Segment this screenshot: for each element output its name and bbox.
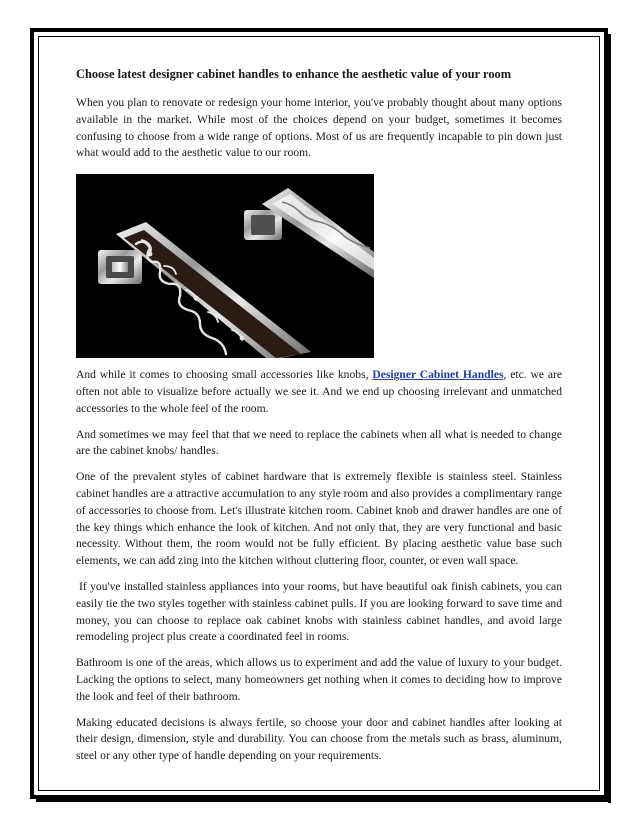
paragraph-text-after-link: , etc. we are often not able to visualize before actually we see it. And we end up choosing irrelevant and unmatched accessories to the whole feel of the room. <box>76 368 562 415</box>
article-title: Choose latest designer cabinet handles to enhance the aesthetic value of your room <box>76 67 512 81</box>
page-border-shadow-right <box>608 34 611 803</box>
right-handle-rose <box>244 210 282 240</box>
paragraph-stainless-appliances: If you've installed stainless appliances into your rooms, but have beautiful oak finish cabinets, you can easily tie the two styles together with stainless cabinet pulls. If you are looking forward to save time and money, you can choose to replace oak cabinet knobs with stainless cabinet handles, and avoid large remodeling project plus create a coordinated feel in rooms. <box>76 579 562 644</box>
page-border-shadow-bottom <box>36 799 611 802</box>
left-handle-rose <box>98 250 142 284</box>
paragraph-text-before-link: And while it comes to choosing small accessories like knobs, <box>76 368 373 382</box>
paragraph-replace-cabinets: And sometimes we may feel that that we need to replace the cabinets when all what is needed to change are the cabinet knobs/ handles. <box>76 427 562 458</box>
cabinet-handles-photo <box>76 174 374 358</box>
paragraph-designer-handles <box>76 367 562 417</box>
paragraph-bathroom: Bathroom is one of the areas, which allows us to experiment and add the value of luxury to your budget. Lacking the options to select, many homeowners get nothing when it comes to deciding how to improve the look and feel of their bathroom. <box>76 656 562 703</box>
article-body <box>76 66 562 774</box>
designer-cabinet-handles-link[interactable]: Designer Cabinet Handles <box>372 368 504 382</box>
paragraph-stainless-steel: One of the prevalent styles of cabinet hardware that is extremely flexible is stainless steel. Stainless cabinet handles are a attractive accumulation to any style room and also provides a complimentary range of accessories to choose from. Let's illustrate kitchen room. Cabinet knob and drawer handles are one of the key things which enhance the look of kitchen. And not only that, they are very functional and basic necessity. Without them, the room would not be fully efficient. By placing aesthetic value base such elements, we can add zing into the kitchen without cluttering floor, counter, or even wall space. <box>76 470 562 568</box>
paragraph-intro: When you plan to renovate or redesign your home interior, you've probably thought about many options available in the market. While most of the choices depend on your budget, sometimes it becomes confusing to choose from a wide range of options. Most of us are frequently incapable to pin down just what would add to the aesthetic value to our room. <box>76 96 562 160</box>
paragraph-educated-decisions: Making educated decisions is always fertile, so choose your door and cabinet handles after looking at their design, dimension, style and durability. You can choose from the metals such as brass, aluminum, steel or any other type of handle depending on your requirements. <box>76 715 562 763</box>
